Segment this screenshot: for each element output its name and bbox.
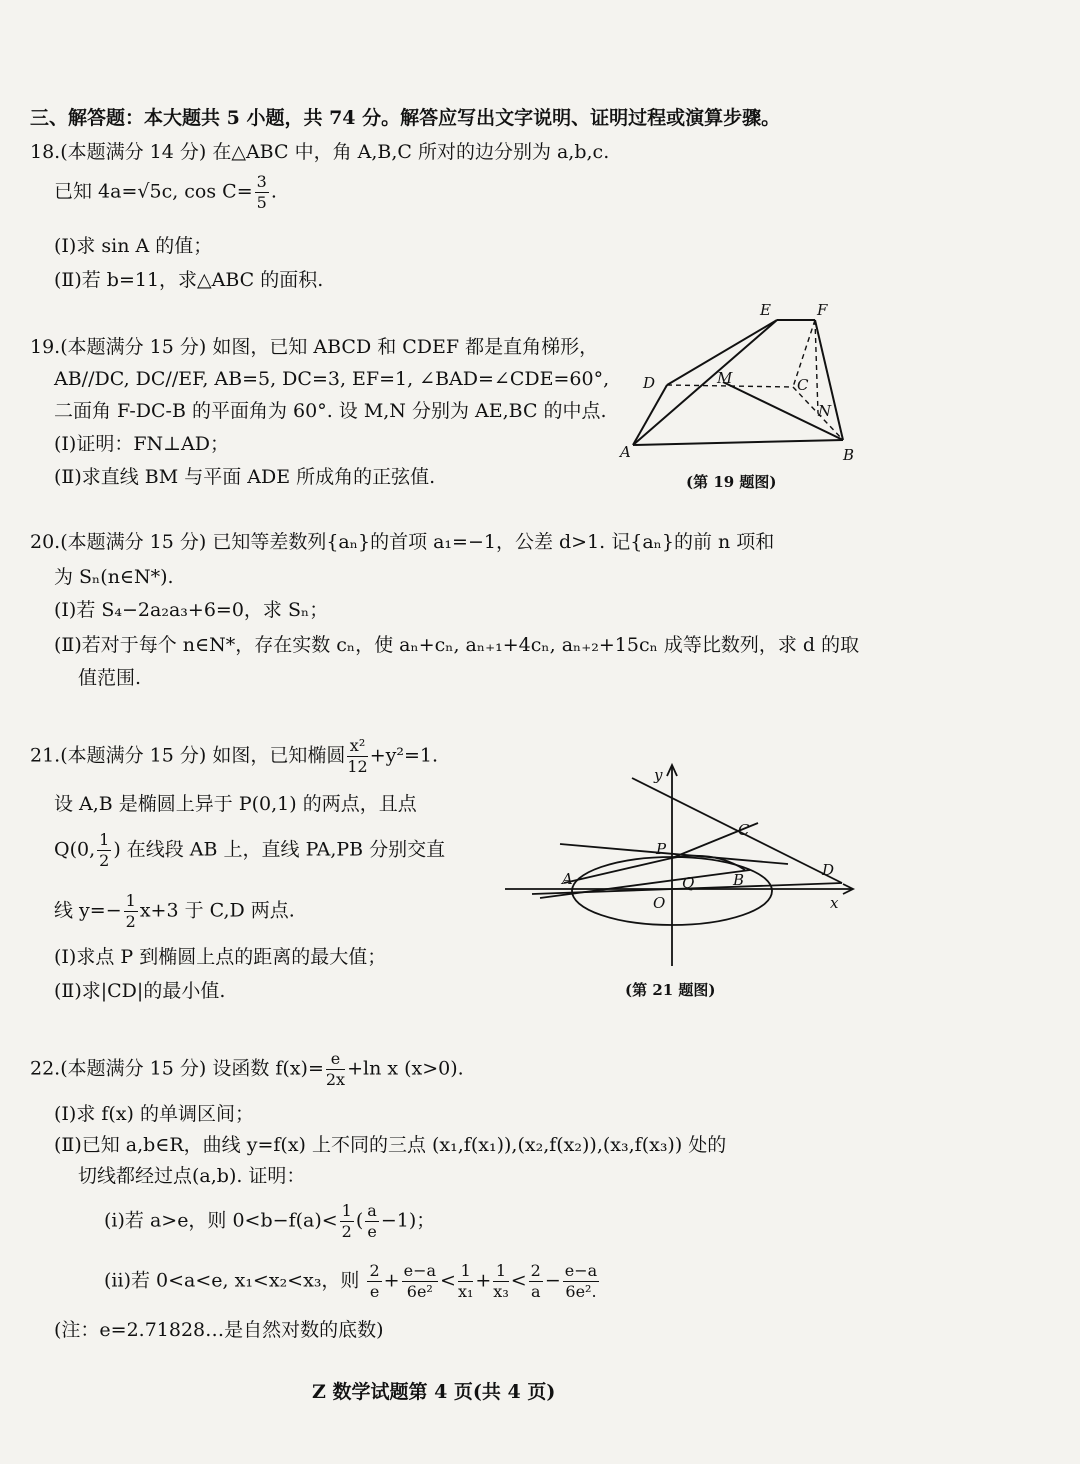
q18-number: 18. bbox=[30, 141, 61, 163]
q18-part2: (Ⅱ)若 b=11，求△ABC 的面积. bbox=[54, 269, 324, 291]
edge-AB bbox=[633, 440, 843, 445]
q19-label-C: C bbox=[797, 376, 809, 394]
q21-line4: 线 y=− $\frac{1}{2}$ x+3 于 C,D 两点. bbox=[54, 891, 295, 931]
q22-sub2-f1: $\frac{2}{e}$ bbox=[369, 1261, 380, 1301]
q20-line1 bbox=[30, 528, 774, 556]
q22-part2-cont: 切线都经过点(a,b). 证明： bbox=[78, 1165, 306, 1187]
line-PA-ext bbox=[560, 844, 788, 864]
q21-label-A: A bbox=[562, 870, 573, 888]
q19-line2: AB//DC, DC//EF, AB=5, DC=3, EF=1, ∠BAD=∠CDE=60°, bbox=[54, 368, 610, 390]
q22-part2: (Ⅱ)已知 a,b∈R，曲线 y=f(x) 上不同的三点 (x₁,f(x₁)),(x₂,f(x₂)),(x₃,f(x₃)) 处的 bbox=[54, 1134, 727, 1156]
q20-part2-cont: 值范围. bbox=[78, 667, 142, 689]
q20-line2: 为 Sₙ(n∈N*). bbox=[54, 566, 174, 588]
q20-part1: (Ⅰ)若 S₄−2a₂a₃+6=0，求 Sₙ； bbox=[54, 599, 329, 621]
q22-note: (注：e=2.71828…是自然对数的底数) bbox=[54, 1319, 384, 1341]
q22-fx-fraction: $\frac{e}{2x}$ bbox=[325, 1049, 346, 1089]
q21-label-x: x bbox=[830, 894, 839, 912]
q18-given-prefix: 已知 4a=√5c, cos C= bbox=[54, 180, 253, 203]
section-header: 三、解答题：本大题共 5 小题，共 74 分。解答应写出文字说明、证明过程或演算步骤。 bbox=[30, 107, 781, 129]
q19-line3: 二面角 F-DC-B 的平面角为 60°. 设 M,N 分别为 AE,BC 的中点. bbox=[54, 400, 607, 422]
page-footer: Z 数学试题第 4 页(共 4 页) bbox=[312, 1381, 556, 1403]
q21-line1-prefix: (本题满分 15 分) 如图，已知椭圆 bbox=[60, 744, 346, 767]
q19-part2: (Ⅱ)求直线 BM 与平面 ADE 所成角的正弦值. bbox=[54, 466, 436, 488]
q18-given bbox=[54, 174, 277, 211]
edge-AD bbox=[633, 385, 667, 445]
q21-q-fraction: $\frac{1}{2}$ bbox=[99, 830, 110, 870]
q19-number: 19. bbox=[30, 336, 61, 358]
q19-label-M: M bbox=[717, 369, 733, 387]
q21-label-C: C bbox=[738, 821, 750, 839]
q21-line1 bbox=[30, 738, 438, 775]
q19-line1 bbox=[30, 333, 598, 361]
q19-label-A: A bbox=[620, 443, 631, 461]
q21-part1: (Ⅰ)求点 P 到椭圆上点的距离的最大值； bbox=[54, 946, 387, 968]
q21-label-D: D bbox=[822, 861, 835, 879]
q21-label-P: P bbox=[656, 840, 667, 858]
q19-figure-caption: (第 19 题图) bbox=[686, 473, 777, 491]
q22-sub2-f2: $\frac{e-a}{\text{6e²}}$ bbox=[403, 1261, 437, 1301]
q21-line-fraction: $\frac{1}{2}$ bbox=[125, 891, 136, 931]
q18-part1: (Ⅰ)求 sin A 的值； bbox=[54, 235, 213, 257]
q21-label-y: y bbox=[654, 766, 663, 784]
q21-figure bbox=[500, 758, 865, 973]
q21-number: 21. bbox=[30, 744, 61, 767]
q21-label-B: B bbox=[733, 871, 745, 889]
q22-part1: (Ⅰ)求 f(x) 的单调区间； bbox=[54, 1103, 254, 1125]
q19-label-D: D bbox=[643, 374, 656, 392]
q22-sub2: (ⅱ)若 0<a<e, x₁<x₂<x₃，则 $\frac{2}{e}$ + $\frac{e-a}{\text{6e²}}$ < $\frac{1}{\text{x₁}}$ + $\frac{1}{\text{x₃}}$ < $\frac{2}{a}$ − $\frac{e-a}{\text{6e².}}$ bbox=[104, 1261, 598, 1301]
q20-line1-text: (本题满分 15 分) 已知等差数列{aₙ}的首项 a₁=−1，公差 d>1. 记{aₙ}的前 n 项和 bbox=[60, 531, 775, 553]
q22-sub2-f6: $\frac{e-a}{\text{6e².}}$ bbox=[564, 1261, 598, 1301]
q18-stem-text: (本题满分 14 分) 在△ABC 中，角 A,B,C 所对的边分别为 a,b,c. bbox=[60, 141, 610, 163]
q21-line1-suffix: +y²=1. bbox=[369, 744, 439, 767]
q21-figure-caption: (第 21 题图) bbox=[625, 981, 716, 999]
q19-line1-text: (本题满分 15 分) 如图，已知 ABCD 和 CDEF 都是直角梯形， bbox=[60, 336, 599, 358]
q22-sub2-f3: $\frac{1}{\text{x₁}}$ bbox=[457, 1261, 474, 1301]
q20-part2: (Ⅱ)若对于每个 n∈N*，存在实数 cₙ，使 aₙ+cₙ, aₙ₊₁+4cₙ, aₙ₊₂+15cₙ 成等比数列，求 d 的取 bbox=[54, 634, 860, 656]
q19-part1: (Ⅰ)证明：FN⊥AD； bbox=[54, 433, 229, 455]
q21-line2: 设 A,B 是椭圆上异于 P(0,1) 的两点，且点 bbox=[54, 793, 417, 815]
q21-label-Q: Q bbox=[682, 874, 695, 892]
q20-number: 20. bbox=[30, 531, 61, 553]
q22-sub2-f4: $\frac{1}{\text{x₃}}$ bbox=[493, 1261, 509, 1301]
q22-line1: 22.(本题满分 15 分) 设函数 f(x)= $\frac{e}{2x}$ +ln x (x>0). bbox=[30, 1049, 464, 1089]
q21-label-O: O bbox=[653, 894, 666, 912]
q22-sub1-frac: $\frac{a}{e}$ bbox=[367, 1201, 377, 1241]
q22-sub1: (ⅰ)若 a>e，则 0<b−f(a)< $\frac{1}{2}$ ( $\frac{a}{e}$ −1)； bbox=[104, 1201, 436, 1241]
q18-given-fraction: $\frac{3}{5}$ bbox=[256, 172, 267, 212]
q22-number: 22. bbox=[30, 1057, 61, 1080]
q21-ellipse-fraction: $\frac{\text{x²}}{12}$ bbox=[347, 736, 368, 776]
q19-label-B: B bbox=[843, 446, 855, 464]
q18-given-suffix: . bbox=[270, 180, 277, 203]
q22-sub2-f5: $\frac{2}{a}$ bbox=[530, 1261, 541, 1301]
q18-stem bbox=[30, 138, 609, 166]
q21-line3: Q(0, $\frac{1}{2}$ ) 在线段 AB 上，直线 PA,PB 分别交直 bbox=[54, 830, 446, 870]
edge-FB bbox=[815, 320, 843, 440]
q19-label-F: F bbox=[817, 301, 828, 319]
q21-part2: (Ⅱ)求|CD|的最小值. bbox=[54, 980, 226, 1002]
q19-figure bbox=[610, 295, 870, 495]
q22-sub1-half: $\frac{1}{2}$ bbox=[341, 1201, 352, 1241]
q19-label-N: N bbox=[818, 402, 832, 420]
q19-label-E: E bbox=[760, 301, 771, 319]
line-CD bbox=[632, 778, 842, 883]
